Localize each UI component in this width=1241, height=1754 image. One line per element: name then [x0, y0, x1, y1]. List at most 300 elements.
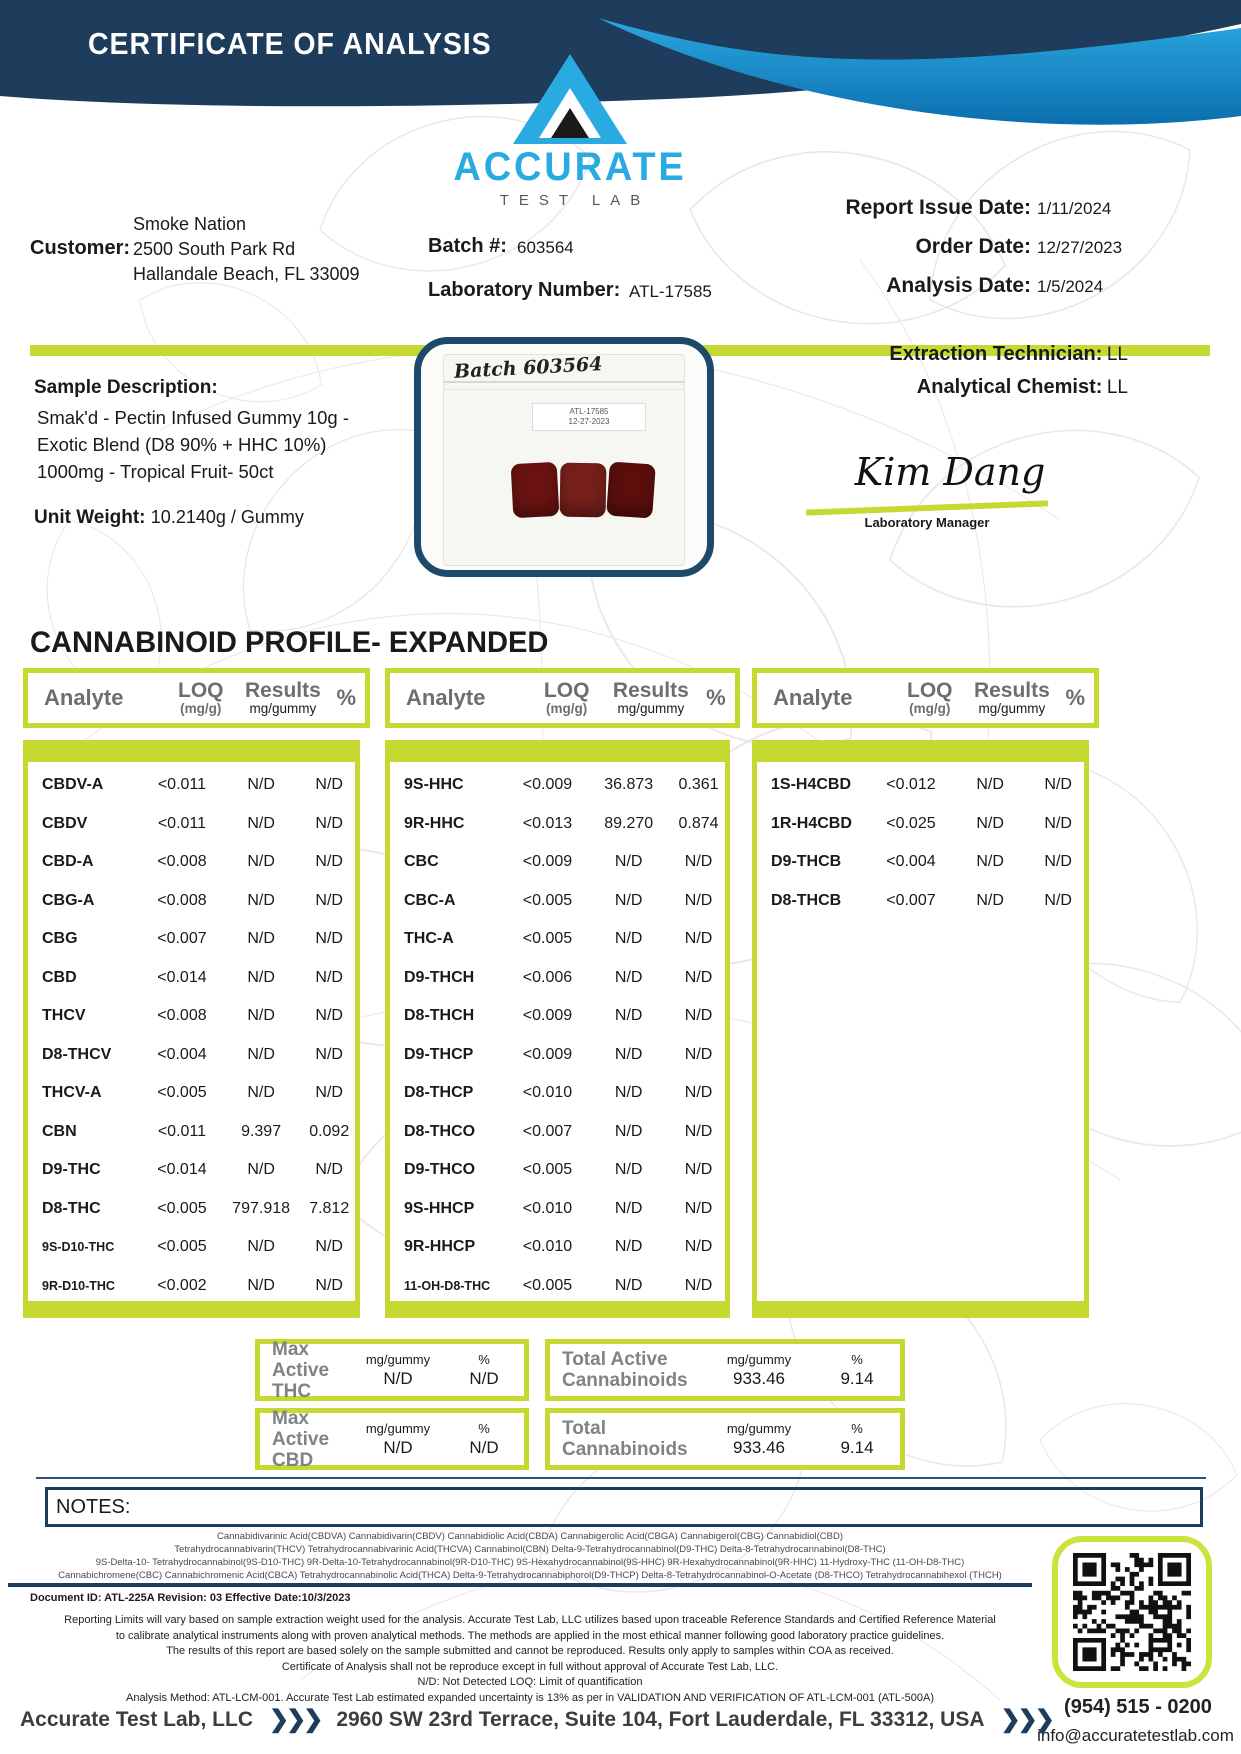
result-cell: N/D — [247, 853, 275, 871]
percent-value: 9.14 — [840, 1368, 874, 1388]
percent-cell: N/D — [315, 1276, 343, 1294]
unit-label: mg/gummy — [365, 1351, 431, 1367]
sample-description-line: Smak'd - Pectin Infused Gummy 10g - — [37, 407, 349, 428]
max-active-thc-mg — [352, 1352, 444, 1389]
table-row — [28, 920, 355, 959]
table3-body — [752, 740, 1089, 1318]
percent-cell: N/D — [684, 1007, 713, 1025]
customer-city: Hallandale Beach, FL 33009 — [133, 264, 360, 284]
analyte-cell: CBC — [404, 853, 439, 871]
analyte-cell: D9-THCO — [404, 1161, 476, 1179]
col-percent: % — [706, 685, 726, 710]
customer-label: Customer: — [30, 237, 131, 259]
analyte-cell: CBN — [42, 1122, 77, 1140]
table-bottom-bar — [23, 1301, 360, 1318]
table-row — [390, 1151, 725, 1190]
percent-label: % — [851, 1351, 863, 1367]
percent-cell: N/D — [684, 930, 713, 948]
analyte-cell: D8-THC — [42, 1199, 101, 1217]
analyte-cell: D8-THCB — [771, 891, 842, 909]
analyte-cell: D8-THCO — [404, 1122, 476, 1140]
percent-value: N/D — [469, 1437, 499, 1457]
label-line: Total — [562, 1418, 606, 1439]
result-cell: N/D — [614, 853, 643, 871]
percent-cell: N/D — [684, 1199, 713, 1217]
loq-cell: <0.005 — [522, 1161, 573, 1179]
analyte-cell: 1R-H4CBD — [771, 814, 852, 832]
customer-address — [133, 212, 360, 287]
legend-line: 9S-Delta-10- Tetrahydrocannabinol(9S-D10-THC) 9R-Delta-10-Tetrahydrocannabinol(9R-D10-THC) 9S-Hexahydrocannabinol(9S-HHC) 9R-Hexahydrocannabinol(9R-HHC) 11-Hydroxy-THC (11-OH-D8-THC) — [95, 1557, 965, 1568]
percent-cell: N/D — [1044, 891, 1072, 909]
lab-number-value: ATL-17585 — [629, 282, 712, 301]
percent-cell: 7.812 — [309, 1199, 350, 1217]
sample-bag — [443, 354, 685, 566]
loq-cell: <0.009 — [522, 776, 573, 794]
loq-cell: <0.009 — [522, 1045, 573, 1063]
loq-cell: <0.005 — [157, 1084, 207, 1102]
analyte-cell: 9R-HHCP — [404, 1238, 476, 1256]
loq-cell: <0.004 — [886, 853, 936, 871]
loq-cell: <0.005 — [157, 1199, 207, 1217]
percent-cell: N/D — [684, 853, 713, 871]
percent-cell: N/D — [1044, 853, 1072, 871]
analysis-date-value: 1/5/2024 — [1037, 277, 1104, 296]
result-cell: N/D — [247, 814, 275, 832]
col-loq — [163, 678, 238, 716]
percent-label: % — [478, 1351, 490, 1367]
result-cell: N/D — [247, 776, 275, 794]
disclaimer-line: N/D: Not Detected LOQ: Limit of quantification — [417, 1676, 643, 1688]
result-cell: N/D — [614, 930, 643, 948]
extraction-technician — [889, 343, 1128, 366]
table-row — [28, 1151, 355, 1190]
sample-description — [37, 404, 349, 485]
gummy — [606, 461, 656, 518]
table-row — [390, 1036, 725, 1075]
table1-header — [23, 668, 370, 728]
disclaimer-line: Reporting Limits will vary based on sample extraction weight used for the analysis. Accurate Test Lab, LLC utilizes based upon traceable Reference Standards and Certified Reference Material — [64, 1614, 996, 1626]
percent-cell: N/D — [684, 968, 713, 986]
percent-cell: N/D — [684, 891, 713, 909]
table-row — [390, 1267, 725, 1306]
bag-label-line: 12-27-2023 — [568, 417, 610, 426]
report-dates — [713, 196, 1133, 313]
analyte-cell: CBDV-A — [42, 776, 104, 794]
legend-line: Tetrahydrocannabivarin(THCV) Tetrahydrocannabivarinic Acid(THCVA) Cannabinol(CBN) Delta-9-Tetrahydrocannabinol(D9-THC) Delta-8-Tetrahydrocannabinol(D8-THC) — [174, 1544, 886, 1555]
analyte-cell: CBDV — [42, 814, 88, 832]
lab-number-label: Laboratory Number: — [428, 279, 621, 301]
col-results — [967, 678, 1057, 716]
percent-value: 9.14 — [840, 1437, 874, 1457]
result-cell: N/D — [247, 1238, 275, 1256]
result-cell: N/D — [614, 1084, 643, 1102]
result-cell: N/D — [247, 1161, 275, 1179]
col-results-unit: mg/gummy — [249, 700, 317, 716]
result-cell: N/D — [247, 1007, 275, 1025]
col-loq — [892, 678, 967, 716]
result-cell: N/D — [976, 776, 1004, 794]
percent-cell: N/D — [684, 1084, 713, 1102]
analyte-cell: 9S-HHC — [404, 776, 464, 794]
analyte-cell: D8-THCP — [404, 1084, 474, 1102]
result-cell: 797.918 — [232, 1199, 291, 1217]
logo-tagline: TEST LAB — [499, 192, 651, 209]
batch-value: 603564 — [517, 238, 574, 257]
sample-photo — [414, 337, 714, 577]
triple-chevron-icon: ❯❯❯ — [269, 1706, 321, 1733]
result-cell: N/D — [247, 1276, 275, 1294]
table-row — [390, 920, 725, 959]
order-date-label: Order Date: — [915, 235, 1031, 258]
analytical-chemist-value: LL — [1106, 377, 1128, 398]
max-active-cbd-label: Max Active CBD — [272, 1407, 330, 1471]
percent-cell: N/D — [684, 1122, 713, 1140]
result-cell: N/D — [614, 1122, 643, 1140]
loq-cell: <0.007 — [886, 891, 936, 909]
percent-label: % — [478, 1420, 490, 1436]
table-row — [757, 882, 1084, 921]
analyte-cell: D9-THCH — [404, 968, 475, 986]
col-loq-label: LOQ — [178, 678, 224, 702]
loq-cell: <0.005 — [522, 891, 573, 909]
max-active-cbd-mg — [352, 1421, 444, 1458]
loq-cell: <0.010 — [522, 1084, 573, 1102]
percent-cell: N/D — [684, 1045, 713, 1063]
result-cell: N/D — [247, 930, 275, 948]
result-cell: N/D — [614, 1045, 643, 1063]
result-cell: N/D — [976, 891, 1004, 909]
extraction-technician-value: LL — [1106, 344, 1128, 365]
table-row — [28, 805, 355, 844]
table-row — [390, 1190, 725, 1229]
percent-value: N/D — [469, 1368, 499, 1388]
label-line: Cannabinoids — [562, 1370, 688, 1391]
company-logo — [420, 52, 720, 209]
result-cell: N/D — [976, 853, 1004, 871]
total-active-cannabinoids-label — [550, 1349, 704, 1391]
unit-label: mg/gummy — [726, 1420, 792, 1436]
result-cell: N/D — [247, 891, 275, 909]
loq-cell: <0.008 — [157, 891, 207, 909]
col-loq-label: LOQ — [543, 678, 590, 702]
legend-line: Cannabidivarinic Acid(CBDVA) Cannabidivarin(CBDV) Cannabidiolic Acid(CBDA) Cannabigerolic Acid(CBGA) Cannabigerol(CBG) Cannabidiol(CBD) — [216, 1531, 844, 1542]
loq-cell: <0.009 — [522, 1007, 573, 1025]
analyte-cell: D9-THC — [42, 1161, 101, 1179]
col-analyte: Analyte — [406, 685, 486, 710]
signature-title: Laboratory Manager — [864, 515, 990, 530]
table-row — [390, 882, 725, 921]
report-issue-date-value: 1/11/2024 — [1037, 199, 1112, 218]
triple-chevron-icon: ❯❯❯ — [1000, 1706, 1052, 1733]
analyte-cell: CBD — [42, 968, 77, 986]
footer-company: Accurate Test Lab, LLC — [20, 1707, 253, 1731]
percent-cell: 0.092 — [309, 1122, 350, 1140]
customer-name: Smoke Nation — [133, 214, 247, 234]
label-line: Cannabinoids — [562, 1439, 688, 1460]
percent-cell: N/D — [315, 1007, 343, 1025]
loq-cell: <0.009 — [522, 853, 573, 871]
col-results — [605, 678, 697, 716]
analyte-cell: D9-THCB — [771, 853, 842, 871]
result-cell: N/D — [247, 968, 275, 986]
table-row — [28, 959, 355, 998]
result-cell: 89.270 — [604, 814, 654, 832]
col-loq-unit: (mg/g) — [909, 700, 951, 716]
analyte-cell: 9S-D10-THC — [42, 1240, 115, 1255]
loq-cell: <0.013 — [522, 814, 573, 832]
loq-cell: <0.002 — [157, 1276, 207, 1294]
result-cell: N/D — [614, 1276, 643, 1294]
signature-line — [806, 500, 1048, 515]
document-meta: Document ID: ATL-225A Revision: 03 Effective Date:10/3/2023 — [30, 1592, 351, 1604]
analyte-cell: CBG-A — [42, 891, 95, 909]
result-cell: N/D — [614, 1199, 643, 1217]
footer — [20, 1705, 1068, 1734]
extraction-technician-label: Extraction Technician: — [889, 343, 1103, 365]
table-row — [28, 997, 355, 1036]
col-results-label: Results — [244, 678, 321, 702]
loq-cell: <0.005 — [522, 930, 573, 948]
loq-cell: <0.007 — [157, 930, 207, 948]
footer-address: 2960 SW 23rd Terrace, Suite 104, Fort Lauderdale, FL 33312, USA — [336, 1707, 985, 1731]
total-active-mg — [704, 1352, 814, 1389]
percent-cell: N/D — [315, 1238, 343, 1256]
total-active-pct — [814, 1352, 900, 1389]
col-results-unit: mg/gummy — [617, 700, 685, 716]
batch-label: Batch #: — [428, 235, 507, 257]
table-bottom-bar — [752, 1301, 1089, 1318]
result-cell: N/D — [247, 1045, 275, 1063]
bag-label-line: ATL-17585 — [569, 407, 609, 416]
table3-header — [752, 668, 1099, 728]
col-loq — [528, 678, 605, 716]
table-row — [28, 1074, 355, 1113]
table-row — [28, 1113, 355, 1152]
loq-cell: <0.012 — [886, 776, 936, 794]
unit-label: mg/gummy — [365, 1420, 431, 1436]
loq-cell: <0.004 — [157, 1045, 207, 1063]
percent-cell: N/D — [1044, 814, 1072, 832]
percent-cell: N/D — [684, 1276, 713, 1294]
result-cell: N/D — [976, 814, 1004, 832]
qr-code — [1073, 1553, 1191, 1671]
result-cell: 9.397 — [241, 1122, 282, 1140]
navy-divider — [8, 1583, 1032, 1587]
table-row — [28, 766, 355, 805]
unit-value: N/D — [383, 1368, 413, 1388]
percent-cell: N/D — [315, 814, 343, 832]
loq-cell: <0.011 — [157, 814, 207, 832]
analysis-date-label: Analysis Date: — [886, 274, 1031, 297]
result-cell: N/D — [614, 968, 643, 986]
col-results — [238, 678, 328, 716]
result-cell: N/D — [614, 1161, 643, 1179]
percent-cell: N/D — [315, 853, 343, 871]
analyte-cell: D9-THCP — [404, 1045, 474, 1063]
loq-cell: <0.005 — [157, 1238, 207, 1256]
total-mg — [704, 1421, 814, 1458]
disclaimer-line: Certificate of Analysis shall not be reproduce except in full without approval of Accurate Test Lab, LLC. — [281, 1660, 779, 1673]
loq-cell: <0.008 — [157, 1007, 207, 1025]
analytical-chemist — [917, 376, 1128, 399]
loq-cell: <0.025 — [886, 814, 936, 832]
signature: Kim Dang — [854, 450, 1046, 494]
max-active-thc-box — [255, 1339, 529, 1401]
loq-cell: <0.010 — [522, 1238, 573, 1256]
result-cell: N/D — [614, 1238, 643, 1256]
col-analyte: Analyte — [773, 685, 853, 710]
loq-cell: <0.010 — [522, 1199, 573, 1217]
table2-header — [385, 668, 740, 728]
percent-cell: N/D — [315, 968, 343, 986]
col-loq-label: LOQ — [907, 678, 953, 702]
loq-cell: <0.006 — [522, 968, 573, 986]
phone-number: (954) 515 - 0200 — [1064, 1696, 1212, 1718]
disclaimer-line: The results of this report are based solely on the sample submitted and cannot be reproduced. Results only apply to samples within COA as received. — [166, 1645, 894, 1657]
unit-value: 933.46 — [733, 1437, 785, 1457]
unit-weight-label: Unit Weight: — [34, 507, 146, 528]
logo-triangle-icon — [510, 52, 630, 144]
table-top-bar — [23, 740, 360, 762]
table-row — [390, 959, 725, 998]
disclaimer — [15, 1613, 1045, 1706]
percent-cell: N/D — [315, 776, 343, 794]
result-cell: N/D — [247, 1084, 275, 1102]
total-cannabinoids-label — [550, 1418, 704, 1460]
table-row — [28, 1228, 355, 1267]
table-top-bar — [385, 740, 730, 762]
result-cell: N/D — [614, 1007, 643, 1025]
order-date-value: 12/27/2023 — [1037, 238, 1123, 257]
total-pct — [814, 1421, 900, 1458]
label-line: Total Active — [562, 1349, 668, 1370]
loq-cell: <0.005 — [522, 1276, 573, 1294]
table-row — [390, 766, 725, 805]
analytical-chemist-label: Analytical Chemist: — [916, 376, 1103, 398]
sample-description-line: 1000mg - Tropical Fruit- 50ct — [37, 461, 274, 482]
percent-cell: 0.874 — [678, 814, 719, 832]
table-row — [390, 805, 725, 844]
percent-label: % — [851, 1420, 863, 1436]
analyte-cell: 1S-H4CBD — [771, 776, 852, 794]
loq-cell: <0.014 — [157, 1161, 207, 1179]
disclaimer-line: Analysis Method: ATL-LCM-001. Accurate Test Lab estimated expanded uncertainty is 13% as per in VALIDATION AND VERIFICATION OF ATL-LCM-001 (ATL-500A) — [125, 1691, 935, 1704]
table2-body — [385, 740, 730, 1318]
section-heading: CANNABINOID PROFILE- EXPANDED — [30, 626, 549, 659]
table-row — [390, 997, 725, 1036]
result-cell: 36.873 — [604, 776, 654, 794]
analyte-cell: 9R-HHC — [404, 814, 465, 832]
table-row — [390, 1074, 725, 1113]
notes-box — [45, 1487, 1203, 1527]
col-percent: % — [1065, 685, 1086, 710]
table1-body — [23, 740, 360, 1318]
table-row — [28, 882, 355, 921]
loq-cell: <0.011 — [157, 1122, 207, 1140]
gummies — [512, 463, 656, 517]
table-top-bar — [752, 740, 1089, 762]
max-active-thc-label: Max Active THC — [272, 1338, 330, 1402]
percent-cell: N/D — [1044, 776, 1072, 794]
result-cell: N/D — [614, 891, 643, 909]
percent-cell: N/D — [315, 891, 343, 909]
table-row — [28, 1036, 355, 1075]
unit-value: 933.46 — [733, 1368, 785, 1388]
loq-cell: <0.014 — [157, 968, 207, 986]
col-loq-unit: (mg/g) — [180, 700, 222, 716]
disclaimer-line: to calibrate analytical instruments along with proven analytical methods. The methods are applied in the most ethical manner following good laboratory practice guidelines. — [115, 1629, 945, 1642]
table-row — [757, 766, 1084, 805]
analyte-cell: 11-OH-D8-THC — [404, 1278, 491, 1293]
analyte-cell: CBD-A — [42, 853, 94, 871]
table-row — [28, 843, 355, 882]
table-row — [757, 805, 1084, 844]
logo-brand-text: ACCURATE — [453, 145, 687, 189]
table-row — [757, 843, 1084, 882]
percent-cell: N/D — [315, 1084, 343, 1102]
max-active-thc-pct — [444, 1352, 524, 1389]
page-title: CERTIFICATE OF ANALYSIS — [88, 26, 492, 61]
table-row — [390, 1113, 725, 1152]
analyte-cell: 9S-HHCP — [404, 1199, 475, 1217]
bag-label — [532, 403, 646, 431]
col-loq-unit: (mg/g) — [546, 700, 588, 716]
table-row — [28, 1190, 355, 1229]
percent-cell: N/D — [684, 1161, 713, 1179]
cannabinoid-legend — [15, 1530, 1045, 1582]
sample-description-label: Sample Description: — [34, 377, 218, 398]
analyte-cell: THCV — [42, 1007, 86, 1025]
col-results-label: Results — [973, 678, 1050, 702]
loq-cell: <0.008 — [157, 853, 207, 871]
analyte-cell: THC-A — [404, 930, 454, 948]
analyte-cell: D8-THCV — [42, 1045, 112, 1063]
unit-value: N/D — [383, 1437, 413, 1457]
analyte-cell: THCV-A — [42, 1084, 102, 1102]
sample-description-line: Exotic Blend (D8 90% + HHC 10%) — [37, 434, 327, 455]
percent-cell: N/D — [315, 1045, 343, 1063]
unit-weight-value: 10.2140g / Gummy — [150, 507, 304, 527]
gummy — [511, 462, 560, 518]
max-active-cbd-pct — [444, 1421, 524, 1458]
bag-zip — [444, 381, 684, 390]
customer-street: 2500 South Park Rd — [133, 239, 296, 259]
percent-cell: N/D — [315, 930, 343, 948]
table-bottom-bar — [385, 1301, 730, 1318]
legend-line: Cannabichromene(CBC) Cannabichromenic Acid(CBCA) Tetrahydrocannabinolic Acid(THCA) Delta-9-Tetrahydrocannabiphorol(D9-THCP) Delta-8-Tetrahydrocannabinol-O-Acetate (D8-THCO) Tetrahydrocannabihexol (THCH) — [58, 1570, 1002, 1581]
total-active-cannabinoids-box — [545, 1339, 905, 1401]
table-row — [28, 1267, 355, 1306]
analyte-cell: 9R-D10-THC — [42, 1278, 115, 1293]
table-row — [390, 843, 725, 882]
thin-rule — [36, 1477, 1206, 1479]
gummy — [560, 463, 607, 518]
qr-box — [1052, 1536, 1212, 1688]
unit-label: mg/gummy — [726, 1351, 792, 1367]
notes-label: NOTES: — [56, 1496, 131, 1518]
loq-cell: <0.011 — [157, 776, 207, 794]
percent-cell: N/D — [315, 1161, 343, 1179]
table-row — [390, 1228, 725, 1267]
loq-cell: <0.007 — [522, 1122, 573, 1140]
analyte-cell: CBG — [42, 930, 78, 948]
col-percent: % — [336, 685, 357, 710]
email-address: info@accuratetestlab.com — [1037, 1726, 1234, 1745]
col-analyte: Analyte — [44, 685, 124, 710]
report-issue-date-label: Report Issue Date: — [845, 196, 1031, 219]
total-cannabinoids-box — [545, 1408, 905, 1470]
percent-cell: 0.361 — [678, 776, 719, 794]
